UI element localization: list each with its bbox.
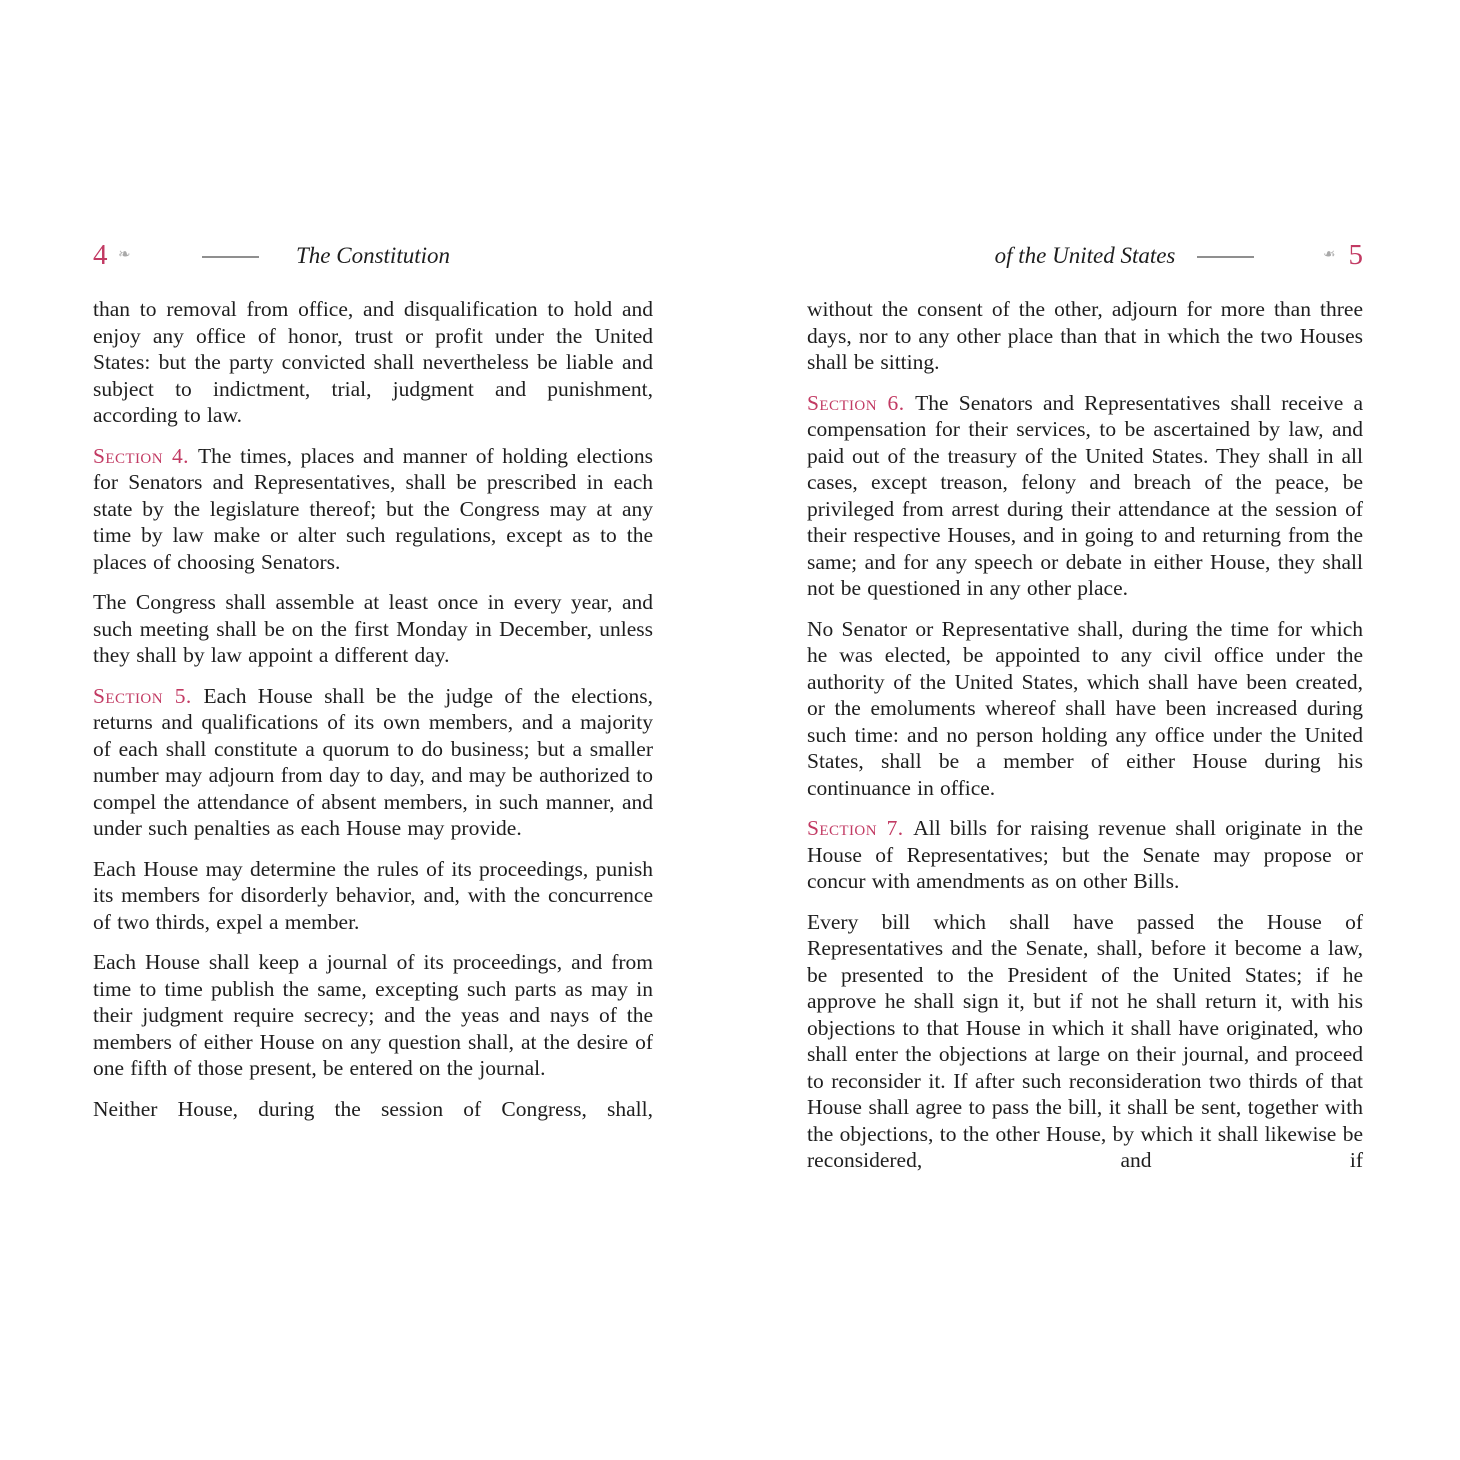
paragraph: Each House may determine the rules of its proceedings, punish its members for disorderly behavior, and, with the concurrence of two thirds, expel a member. (93, 856, 653, 934)
running-head-left: The Constitution (296, 243, 450, 268)
running-head-right: of the United States (994, 243, 1176, 268)
page-number-left: 4 (93, 239, 108, 271)
section-label: Section 7. (807, 816, 914, 840)
section-label: Section 4. (93, 443, 199, 468)
section-label: Section 6. (807, 390, 916, 415)
paragraph: The Congress shall assemble at least once in every year, and such meeting shall be on the first Monday in December, unless they shall by law appoint a different day. (93, 590, 653, 667)
page-header-right (807, 240, 1363, 276)
paragraph: Section 4. The times, places and manner of holding elections for Senators and Representatives, shall be prescribed in each state by the legislature thereof; but the Congress may at any time by law make or alter such regulations, except as to the places of choosing Senators. (93, 443, 653, 574)
text-column-right (807, 296, 1363, 1174)
header-rule-left (202, 256, 259, 258)
paragraph: Every bill which shall have passed the House of Representatives and the Senate, shall, before it become a law, be presented to the President of the United States; if he approve he shall sign it, but if not he shall return it, with his objections to that House in which it shall have originated, who shall enter the objections at large on their journal, and proceed to reconsider it. If after such reconsideration two thirds of that House shall agree to pass the bill, it shall be sent, together with the objections, to the other House, by which it shall likewise be reconsidered, and if (807, 909, 1363, 1172)
paragraph: Each House shall keep a journal of its proceedings, and from time to time publish the same, excepting such parts as may in their judgment require secrecy; and the yeas and nays of the members of either House on any question shall, at the desire of one fifth of those present, be entered on the journal. (93, 950, 653, 1080)
section-label: Section 5. (93, 683, 204, 708)
paragraph: Section 7. All bills for raising revenue shall originate in the House of Representatives; but the Senate may propose or concur with amendments as on other Bills. (807, 816, 1363, 893)
header-rule-right (1197, 256, 1254, 258)
page-right (807, 240, 1363, 1174)
page-left (93, 240, 653, 1122)
paragraph: Section 6. The Senators and Representatives shall receive a compensation for their services, to be ascertained by law, and paid out of the treasury of the United States. They shall in all cases, except treason, felony and breach of the peace, be privileged from arrest during their attendance at the session of their respective Houses, and in going to and returning from the same; and for any speech or debate in either House, they shall not be questioned in any other place. (807, 390, 1363, 600)
page-number-right: 5 (1348, 239, 1363, 271)
fleuron-icon: ❧ (118, 245, 131, 263)
page-header-left (93, 240, 653, 276)
paragraph: No Senator or Representative shall, during the time for which he was elected, be appointed to any civil office under the authority of the United States, which shall have been created, or the emoluments whereof shall have been increased during such time: and no person holding any office under the United States, shall be a member of either House during his continuance in office. (807, 616, 1363, 800)
paragraph: Neither House, during the session of Congress, shall, (93, 1096, 653, 1121)
text-column-left (93, 296, 653, 1122)
paragraph: than to removal from office, and disqualification to hold and enjoy any office of honor, trust or profit under the United States: but the party convicted shall nevertheless be liable and subject to indictment, trial, judgment and punishment, according to law. (93, 297, 653, 427)
fleuron-icon: ❧ (1323, 245, 1336, 263)
paragraph: without the consent of the other, adjourn for more than three days, nor to any other place than that in which the two Houses shall be sitting. (807, 297, 1363, 374)
paragraph: Section 5. Each House shall be the judge of the elections, returns and qualifications of its own members, and a majority of each shall constitute a quorum to do business; but a smaller number may adjourn from day to day, and may be authorized to compel the attendance of absent members, in such manner, and under such penalties as each House may provide. (93, 683, 653, 840)
